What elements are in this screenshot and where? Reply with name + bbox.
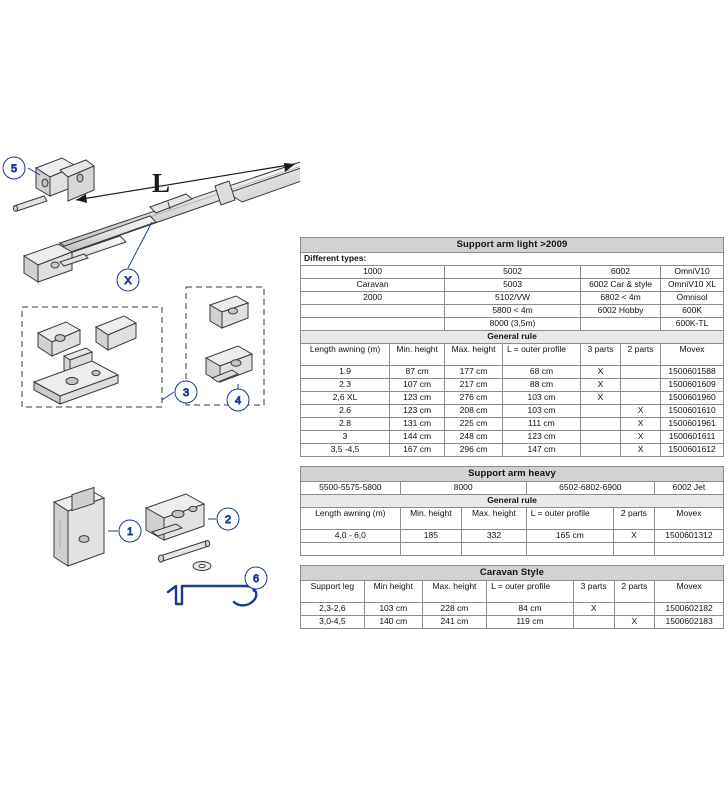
cell-3-parts [580,418,620,431]
cell-3-parts: X [580,366,620,379]
cell-outer-profile: 123 cm [502,431,580,444]
cell-outer-profile: 68 cm [502,366,580,379]
cell-outer-profile: 84 cm [487,603,574,616]
cell-3-parts: X [573,603,614,616]
cell-min-height: 140 cm [364,616,422,629]
cell-max-height: 217 cm [445,379,503,392]
cell-length: 2.3 [301,379,390,392]
cell-length: 2,6 XL [301,392,390,405]
table-title-row [301,566,724,581]
cell-movex: 1500601610 [661,405,724,418]
cell-min-height: 87 cm [390,366,445,379]
cell-movex: 1500601588 [661,366,724,379]
type-cell: 5102/VW [445,292,581,305]
table-caravan-style [300,565,724,629]
cell-outer-profile: 103 cm [502,405,580,418]
cell-max-height: 225 cm [445,418,503,431]
callout-2-label: 2 [224,514,232,526]
cell-max-height: 296 cm [445,444,503,457]
cell-min-height: 107 cm [390,379,445,392]
type-cell: 1000 [301,266,445,279]
col-header: Min height [364,581,422,603]
cell-2-parts: X [621,444,661,457]
cell-min-height: 123 cm [390,392,445,405]
table-title: Support arm light >2009 [301,238,724,253]
type-cell [301,318,445,331]
col-header: Max. height [462,508,527,530]
cell-movex: 1500602183 [655,616,724,629]
cell-outer-profile: 147 cm [502,444,580,457]
table-row [301,603,724,616]
cell-3-parts [573,616,614,629]
callout-1-label: 1 [126,526,134,538]
type-cell: 6002 Hobby [580,305,660,318]
cell-support-leg: 2,3-2,6 [301,603,365,616]
type-cell: Caravan [301,279,445,292]
cell-movex: 1500601612 [661,444,724,457]
table-title-row [301,238,724,253]
part-2-block [146,494,204,540]
col-header: Max. height [445,344,503,366]
cell-movex: 1500601312 [654,530,723,543]
col-header: 3 parts [573,581,614,603]
table-row [301,405,724,418]
types-row [301,318,724,331]
cell-length: 2.8 [301,418,390,431]
col-header: Max. height [422,581,486,603]
cell-2-parts [621,392,661,405]
col-header: Movex [654,508,723,530]
table-row [301,530,724,543]
col-header: 3 parts [580,344,620,366]
type-cell: 600K [661,305,724,318]
table-row [301,379,724,392]
type-cell: OmniV10 XL [661,279,724,292]
types-row [301,279,724,292]
type-cell: 6802 < 4m [580,292,660,305]
table-title-row [301,467,724,482]
col-header: Min. height [390,344,445,366]
cell-3-parts [580,405,620,418]
cell-length: 1.9 [301,366,390,379]
types-row [301,292,724,305]
table-title: Support arm heavy [301,467,724,482]
cell-3-parts [580,444,620,457]
table-support-arm-heavy [300,466,724,556]
cell-min-height: 167 cm [390,444,445,457]
column-header-row [301,344,724,366]
cell-outer-profile: 88 cm [502,379,580,392]
cell-min-height: 103 cm [364,603,422,616]
type-cell [580,318,660,331]
knuckle-part-top [210,296,248,328]
types-label: Different types: [301,253,724,266]
cell-max-height: 332 [462,530,527,543]
cell-2-parts: X [621,431,661,444]
cell-max-height: 208 cm [445,405,503,418]
col-header: Length awning (m) [301,344,390,366]
washer-part [193,562,211,571]
cell-2-parts [621,366,661,379]
callout-4-label: 4 [234,395,242,407]
type-cell: 6002 Jet [654,482,723,495]
type-cell: 600K-TL [661,318,724,331]
callout-5-label: 5 [10,163,18,175]
type-cell: 8000 (3,5m) [445,318,581,331]
cell-min-height: 131 cm [390,418,445,431]
type-cell: 2000 [301,292,445,305]
table-row [301,616,724,629]
part-1-block [54,487,104,566]
general-rule-row [301,495,724,508]
cell-support-leg: 3,0-4,5 [301,616,365,629]
col-header: L = outer profile [487,581,574,603]
type-cell: 5800 < 4m [445,305,581,318]
cell-movex: 1500601611 [661,431,724,444]
callout-x-label: X [124,275,132,287]
table-row [301,366,724,379]
type-cell: 6002 Car & style [580,279,660,292]
part-6-hook-bar [168,586,256,605]
col-header: 2 parts [614,581,655,603]
table-row [301,418,724,431]
table-row [301,392,724,405]
table-row [301,431,724,444]
general-rule-label: General rule [301,331,724,344]
cell-2-parts [621,379,661,392]
types-row [301,482,724,495]
col-header: Support leg [301,581,365,603]
table-row [301,444,724,457]
cell-movex: 1500602182 [655,603,724,616]
cell-length: 2.6 [301,405,390,418]
cell-movex: 1500601609 [661,379,724,392]
cell-max-height: 276 cm [445,392,503,405]
bracket-part-a [38,322,80,356]
type-cell: 6502-6802-6900 [526,482,654,495]
cell-min-height: 185 [400,530,462,543]
cell-movex: 1500601960 [661,392,724,405]
cell-max-height: 228 cm [422,603,486,616]
type-cell: 5002 [445,266,581,279]
col-header: Movex [655,581,724,603]
cell-3-parts: X [580,379,620,392]
exploded-parts-diagram [0,0,300,680]
general-rule-label: General rule [301,495,724,508]
col-header: Movex [661,344,724,366]
cell-length: 3 [301,431,390,444]
callout-3-label: 3 [182,387,190,399]
types-row [301,266,724,279]
col-header: Length awning (m) [301,508,401,530]
cell-2-parts: X [614,616,655,629]
cell-outer-profile: 111 cm [502,418,580,431]
table-title: Caravan Style [301,566,724,581]
cell-2-parts: X [621,405,661,418]
cell-outer-profile: 103 cm [502,392,580,405]
hinge-pin [14,196,48,211]
bolt-part [158,541,209,563]
types-row [301,305,724,318]
cell-max-height: 177 cm [445,366,503,379]
table-support-arm-light [300,237,724,457]
cell-outer-profile: 165 cm [526,530,613,543]
type-cell [301,305,445,318]
col-header: L = outer profile [502,344,580,366]
type-cell: OmniV10 [661,266,724,279]
length-label-L: L [152,168,171,198]
bracket-part-b [96,316,136,350]
callout-6-label: 6 [252,573,260,585]
type-cell: Omnisol [661,292,724,305]
general-rule-row [301,331,724,344]
type-cell: 6002 [580,266,660,279]
cell-movex: 1500601961 [661,418,724,431]
base-plate-part [34,361,118,404]
cell-3-parts: X [580,392,620,405]
cell-3-parts [580,431,620,444]
type-cell: 5500-5575-5800 [301,482,401,495]
col-header: 2 parts [621,344,661,366]
col-header: Min. height [400,508,462,530]
cell-2-parts: X [621,418,661,431]
cell-max-height: 241 cm [422,616,486,629]
cell-2-parts: X [613,530,654,543]
cell-max-height: 248 cm [445,431,503,444]
cell-length: 4,0 - 6,0 [301,530,401,543]
knuckle-part-bottom [206,346,252,382]
type-cell: 5003 [445,279,581,292]
cell-length: 3,5 -4,5 [301,444,390,457]
cell-min-height: 123 cm [390,405,445,418]
table-row-empty [301,543,724,556]
spec-tables [300,237,724,629]
col-header: L = outer profile [526,508,613,530]
cell-min-height: 144 cm [390,431,445,444]
cell-outer-profile: 119 cm [487,616,574,629]
column-header-row [301,508,724,530]
types-label-row [301,253,724,266]
type-cell: 8000 [400,482,526,495]
cell-2-parts [614,603,655,616]
col-header: 2 parts [613,508,654,530]
column-header-row [301,581,724,603]
